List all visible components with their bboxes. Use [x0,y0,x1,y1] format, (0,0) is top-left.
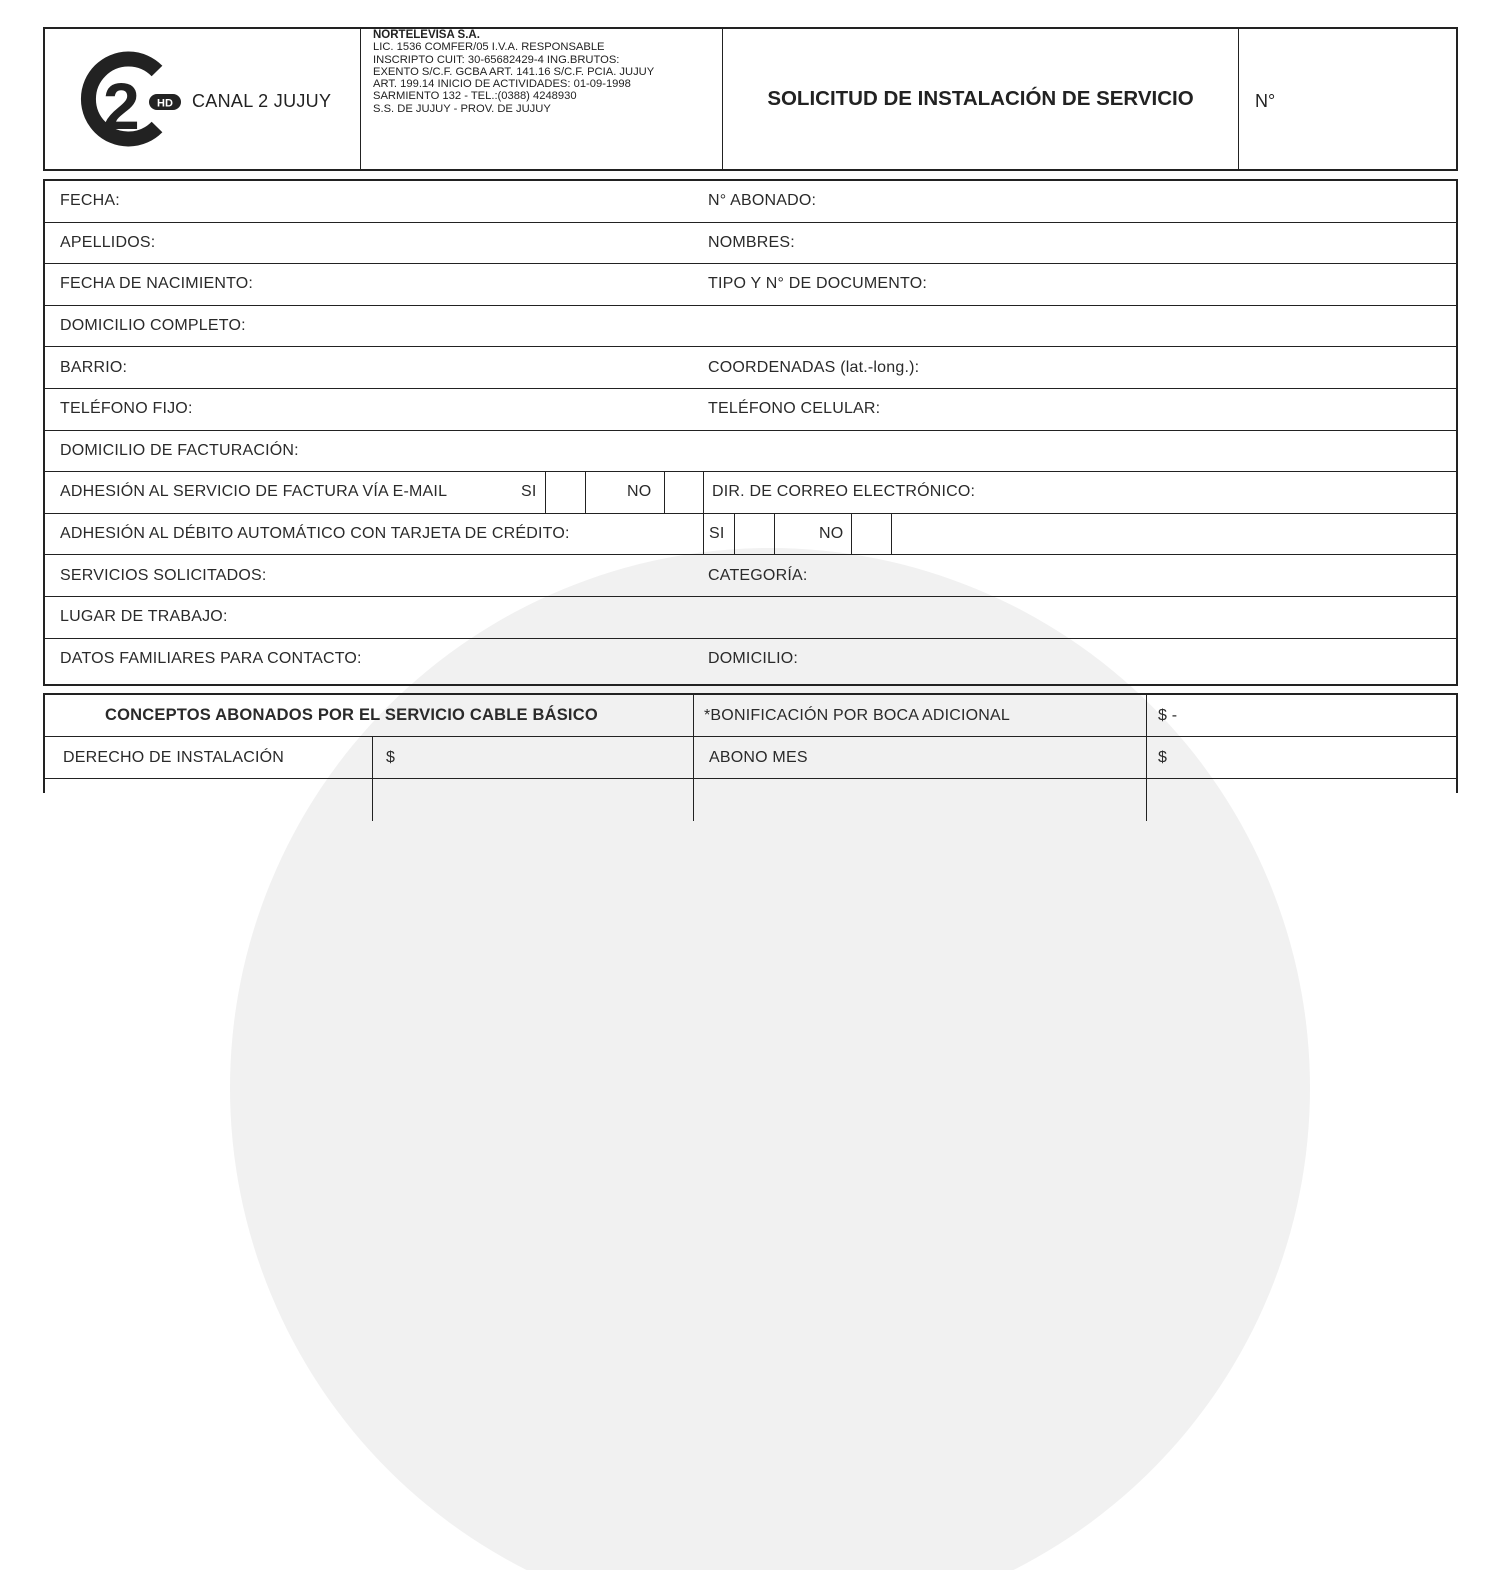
abono-mes-label: ABONO MES [709,748,808,766]
divider [693,779,694,821]
divider [1238,29,1239,169]
divider [360,29,361,169]
company-name: NORTELEVISA S.A. [373,29,480,41]
nombres-field[interactable]: NOMBRES: [708,233,795,251]
domicilio-facturacion-field[interactable]: DOMICILIO DE FACTURACIÓN: [60,441,299,459]
company-line: INSCRIPTO CUIT: 30-65682429-4 ING.BRUTOS: [373,53,620,66]
debito-no-label: NO [819,525,844,543]
table-row [45,695,1456,737]
debito-si-label: SI [709,525,725,543]
categoria-field[interactable]: CATEGORÍA: [708,566,808,584]
coordenadas-field[interactable]: COORDENADAS (lat.-long.): [708,358,920,376]
company-line: SARMIENTO 132 - TEL.:(0388) 4248930 [373,90,577,103]
form-title: SOLICITUD DE INSTALACIÓN DE SERVICIO [767,87,1194,110]
barrio-field[interactable]: BARRIO: [60,358,128,376]
telefono-celular-field[interactable]: TELÉFONO CELULAR: [708,400,881,418]
tipo-documento-field[interactable]: TIPO Y N° DE DOCUMENTO: [708,275,928,293]
derecho-instalacion-label: DERECHO DE INSTALACIÓN [63,748,285,766]
divider [664,472,665,513]
dir-correo-field[interactable]: DIR. DE CORREO ELECTRÓNICO: [712,483,976,501]
logo-badge: HD [157,97,173,110]
divider [703,514,704,555]
company-line: ART. 199.14 INICIO DE ACTIVIDADES: 01-09-1998 [373,78,631,91]
divider [851,514,852,555]
form-row [45,389,1456,431]
form-row [45,306,1456,348]
company-info [373,29,713,169]
company-line: EXENTO S/C.F. GCBA ART. 141.16 S/C.F. PCIA. JUJUY [373,65,655,78]
form-row [45,555,1456,597]
email-no-label: NO [627,483,652,501]
form-row [45,639,1456,681]
form-row [45,347,1456,389]
concepts-table [43,693,1458,793]
applicant-form [43,179,1458,686]
form-row [45,223,1456,265]
company-line: LIC. 1536 COMFER/05 I.V.A. RESPONSABLE [373,41,605,54]
table-row [45,737,1456,779]
form-row [45,181,1456,223]
bonificacion-value[interactable]: $ - [1158,706,1178,724]
lugar-trabajo-field[interactable]: LUGAR DE TRABAJO: [60,608,228,626]
divider [774,514,775,555]
n-abonado-field[interactable]: N° ABONADO: [708,192,817,210]
table-row [45,779,1456,821]
form-row [45,472,1456,514]
domicilio-field[interactable]: DOMICILIO: [708,650,799,668]
canal-2-logo-icon [75,47,185,152]
form-row [45,264,1456,306]
divider [891,514,892,555]
concepts-title: CONCEPTOS ABONADOS POR EL SERVICIO CABLE BÁSICO [105,706,598,724]
form-number-label[interactable]: N° [1255,91,1276,111]
fecha-field[interactable]: FECHA: [60,192,120,210]
email-si-label: SI [521,483,537,501]
divider [372,737,373,778]
divider [1146,737,1147,778]
form-header [43,27,1458,171]
divider [585,472,586,513]
domicilio-completo-field[interactable]: DOMICILIO COMPLETO: [60,317,246,335]
telefono-fijo-field[interactable]: TELÉFONO FIJO: [60,400,193,418]
form-row [45,431,1456,473]
abono-value[interactable]: $ [1158,748,1168,766]
divider [703,472,704,513]
apellidos-field[interactable]: APELLIDOS: [60,233,156,251]
channel-name: CANAL 2 JUJUY [192,91,332,111]
divider [1146,695,1147,736]
divider [372,779,373,821]
form-row [45,514,1456,556]
logo-cell [45,29,360,169]
adhesion-email-label: ADHESIÓN AL SERVICIO DE FACTURA VÍA E-MAIL [60,483,448,501]
divider [693,737,694,778]
company-line: S.S. DE JUJUY - PROV. DE JUJUY [373,102,551,115]
servicios-field[interactable]: SERVICIOS SOLICITADOS: [60,566,267,584]
derecho-value[interactable]: $ [386,748,396,766]
adhesion-debito-label: ADHESIÓN AL DÉBITO AUTOMÁTICO CON TARJETA DE CRÉDITO: [60,525,570,543]
divider [1146,779,1147,821]
logo-number: 2 [103,69,140,143]
datos-familiares-field[interactable]: DATOS FAMILIARES PARA CONTACTO: [60,650,362,668]
divider [693,695,694,736]
divider [734,514,735,555]
bonificacion-label: *BONIFICACIÓN POR BOCA ADICIONAL [704,706,1011,724]
fecha-nacimiento-field[interactable]: FECHA DE NACIMIENTO: [60,275,254,293]
divider [545,472,546,513]
form-row [45,597,1456,639]
